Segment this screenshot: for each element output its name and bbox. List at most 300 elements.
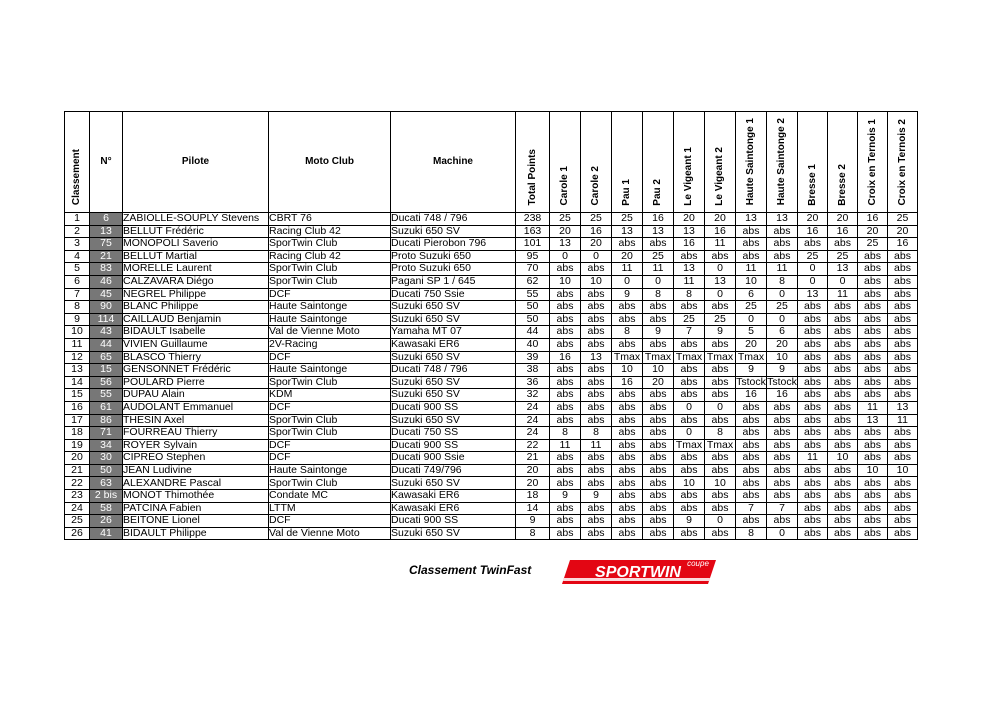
score-cell: abs bbox=[888, 452, 918, 465]
score-cell: 7 bbox=[736, 502, 767, 515]
score-cell: 13 bbox=[736, 213, 767, 226]
score-cell: abs bbox=[674, 338, 705, 351]
machine-cell: Suzuki 650 SV bbox=[391, 414, 516, 427]
score-cell: abs bbox=[612, 464, 643, 477]
score-cell: abs bbox=[612, 490, 643, 503]
club-cell: SporTwin Club bbox=[269, 263, 391, 276]
score-cell: abs bbox=[612, 427, 643, 440]
score-cell: 8 bbox=[674, 288, 705, 301]
total-points-cell: 163 bbox=[516, 225, 550, 238]
rank-cell: 12 bbox=[65, 351, 90, 364]
club-cell: SporTwin Club bbox=[269, 477, 391, 490]
rank-cell: 24 bbox=[65, 502, 90, 515]
table-row bbox=[65, 213, 918, 226]
machine-cell: Ducati 900 SS bbox=[391, 401, 516, 414]
score-cell: 25 bbox=[612, 213, 643, 226]
score-cell: 0 bbox=[705, 401, 736, 414]
score-cell: abs bbox=[674, 452, 705, 465]
score-cell: abs bbox=[705, 464, 736, 477]
bib-number-cell: 65 bbox=[90, 351, 123, 364]
score-cell: abs bbox=[888, 338, 918, 351]
table-row bbox=[65, 225, 918, 238]
score-cell: abs bbox=[798, 338, 828, 351]
score-cell: abs bbox=[550, 301, 581, 314]
score-cell: abs bbox=[736, 464, 767, 477]
score-cell: abs bbox=[705, 250, 736, 263]
score-cell: abs bbox=[550, 263, 581, 276]
table-row bbox=[65, 464, 918, 477]
score-cell: abs bbox=[550, 389, 581, 402]
table-row bbox=[65, 439, 918, 452]
score-cell: 16 bbox=[643, 213, 674, 226]
rank-cell: 23 bbox=[65, 490, 90, 503]
score-cell: Tmax bbox=[736, 351, 767, 364]
score-cell: 0 bbox=[581, 250, 612, 263]
score-cell: abs bbox=[674, 464, 705, 477]
total-points-cell: 24 bbox=[516, 414, 550, 427]
score-cell: abs bbox=[643, 313, 674, 326]
pilot-cell: BELLUT Martial bbox=[123, 250, 269, 263]
score-cell: abs bbox=[581, 288, 612, 301]
bib-number-cell: 15 bbox=[90, 364, 123, 377]
score-cell: abs bbox=[858, 288, 888, 301]
score-cell: abs bbox=[550, 452, 581, 465]
table-row bbox=[65, 389, 918, 402]
score-cell: abs bbox=[643, 464, 674, 477]
score-cell: 0 bbox=[705, 263, 736, 276]
score-cell: abs bbox=[798, 364, 828, 377]
pilot-cell: ALEXANDRE Pascal bbox=[123, 477, 269, 490]
bib-number-cell: 6 bbox=[90, 213, 123, 226]
score-cell: abs bbox=[888, 502, 918, 515]
score-cell: 7 bbox=[674, 326, 705, 339]
table-row bbox=[65, 288, 918, 301]
score-cell: 0 bbox=[705, 288, 736, 301]
score-cell: 25 bbox=[643, 250, 674, 263]
score-cell: Tstock bbox=[736, 376, 766, 388]
score-cell: 25 bbox=[736, 301, 767, 314]
rank-cell: 7 bbox=[65, 288, 90, 301]
score-cell: 0 bbox=[705, 515, 736, 528]
machine-cell: Ducati 748 / 796 bbox=[391, 364, 516, 377]
total-points-cell: 70 bbox=[516, 263, 550, 276]
total-points-cell: 36 bbox=[516, 376, 550, 389]
score-cell: 0 bbox=[612, 275, 643, 288]
score-cell: 11 bbox=[828, 288, 858, 301]
total-points-cell: 24 bbox=[516, 427, 550, 440]
score-cell: abs bbox=[581, 338, 612, 351]
rank-cell: 11 bbox=[65, 338, 90, 351]
score-cell: 20 bbox=[643, 376, 674, 389]
header-total-points: Total Points bbox=[516, 112, 550, 213]
score-cell: abs bbox=[828, 351, 858, 364]
machine-cell: Ducati 750 SS bbox=[391, 427, 516, 440]
pilot-cell: MONOT Thimothée bbox=[123, 490, 269, 503]
score-cell: abs bbox=[828, 414, 858, 427]
score-cell: 9 bbox=[705, 326, 736, 339]
score-cell: 16 bbox=[705, 225, 736, 238]
club-cell: Val de Vienne Moto bbox=[269, 326, 391, 339]
ranking-body bbox=[65, 213, 918, 540]
score-cell: abs bbox=[612, 502, 643, 515]
bib-number-cell: 30 bbox=[90, 452, 123, 465]
score-cell: abs bbox=[550, 376, 581, 389]
table-row bbox=[65, 527, 918, 540]
score-cell: 0 bbox=[550, 250, 581, 263]
machine-cell: Suzuki 650 SV bbox=[391, 376, 516, 389]
pilot-cell: THESIN Axel bbox=[123, 414, 269, 427]
logo-text: SPORTWIN bbox=[595, 564, 681, 581]
score-cell: 0 bbox=[767, 313, 798, 326]
score-cell: abs bbox=[828, 527, 858, 540]
score-cell: abs bbox=[674, 490, 705, 503]
score-cell: 20 bbox=[828, 213, 858, 226]
table-row bbox=[65, 326, 918, 339]
bib-number-cell: 75 bbox=[90, 238, 123, 251]
score-cell: 13 bbox=[798, 288, 828, 301]
pilot-cell: VIVIEN Guillaume bbox=[123, 338, 269, 351]
score-cell: 5 bbox=[736, 326, 767, 339]
score-cell: abs bbox=[612, 301, 643, 314]
score-cell: 16 bbox=[581, 225, 612, 238]
club-cell: Haute Saintonge bbox=[269, 364, 391, 377]
rank-cell: 25 bbox=[65, 515, 90, 528]
rank-cell: 17 bbox=[65, 414, 90, 427]
score-cell: abs bbox=[858, 313, 888, 326]
score-cell: abs bbox=[828, 338, 858, 351]
score-cell: 8 bbox=[550, 427, 581, 440]
score-cell: abs bbox=[643, 490, 674, 503]
table-row bbox=[65, 364, 918, 377]
machine-cell: Yamaha MT 07 bbox=[391, 326, 516, 339]
score-cell: abs bbox=[736, 414, 767, 427]
score-cell: abs bbox=[581, 414, 612, 427]
rank-cell: 20 bbox=[65, 452, 90, 465]
score-cell: abs bbox=[828, 464, 858, 477]
total-points-cell: 50 bbox=[516, 301, 550, 314]
score-cell: abs bbox=[736, 427, 767, 440]
score-cell: abs bbox=[798, 464, 828, 477]
score-cell: abs bbox=[643, 477, 674, 490]
score-cell: abs bbox=[674, 389, 705, 402]
club-cell: SporTwin Club bbox=[269, 238, 391, 251]
machine-cell: Suzuki 650 SV bbox=[391, 351, 516, 364]
machine-cell: Ducati 748 / 796 bbox=[391, 213, 516, 226]
table-row bbox=[65, 238, 918, 251]
score-cell: abs bbox=[798, 515, 828, 528]
pilot-cell: BEITONE Lionel bbox=[123, 515, 269, 528]
score-cell: abs bbox=[581, 313, 612, 326]
score-cell: abs bbox=[888, 439, 918, 452]
score-cell: 20 bbox=[550, 225, 581, 238]
score-cell: abs bbox=[705, 389, 736, 402]
score-cell: abs bbox=[888, 263, 918, 276]
score-cell: abs bbox=[767, 490, 798, 503]
score-cell: 11 bbox=[550, 439, 581, 452]
score-cell: 11 bbox=[888, 414, 918, 427]
score-cell: abs bbox=[858, 326, 888, 339]
score-cell: abs bbox=[674, 414, 705, 427]
header-event: Pau 2 bbox=[643, 112, 674, 213]
score-cell: abs bbox=[828, 401, 858, 414]
score-cell: abs bbox=[612, 452, 643, 465]
total-points-cell: 20 bbox=[516, 464, 550, 477]
score-cell: 0 bbox=[798, 275, 828, 288]
score-cell: abs bbox=[643, 439, 674, 452]
score-cell: abs bbox=[674, 527, 705, 540]
club-cell: Val de Vienne Moto bbox=[269, 527, 391, 540]
score-cell: 13 bbox=[888, 401, 918, 414]
score-cell: 9 bbox=[550, 490, 581, 503]
score-cell: abs bbox=[858, 439, 888, 452]
machine-cell: Ducati 900 SS bbox=[391, 439, 516, 452]
score-cell: abs bbox=[736, 515, 767, 528]
score-cell: 9 bbox=[581, 490, 612, 503]
table-row bbox=[65, 401, 918, 414]
club-cell: SporTwin Club bbox=[269, 414, 391, 427]
score-cell: abs bbox=[888, 376, 918, 389]
pilot-cell: AUDOLANT Emmanuel bbox=[123, 401, 269, 414]
score-cell: abs bbox=[550, 477, 581, 490]
rank-cell: 1 bbox=[65, 213, 90, 226]
machine-cell: Ducati 900 Ssie bbox=[391, 452, 516, 465]
table-row bbox=[65, 452, 918, 465]
club-cell: SporTwin Club bbox=[269, 275, 391, 288]
bib-number-cell: 83 bbox=[90, 263, 123, 276]
score-cell: abs bbox=[767, 439, 798, 452]
total-points-cell: 55 bbox=[516, 288, 550, 301]
rank-cell: 6 bbox=[65, 275, 90, 288]
score-cell: abs bbox=[736, 238, 767, 251]
bib-number-cell: 21 bbox=[90, 250, 123, 263]
header-machine: Machine bbox=[391, 112, 516, 213]
club-cell: Racing Club 42 bbox=[269, 250, 391, 263]
score-cell: 20 bbox=[798, 213, 828, 226]
score-cell: abs bbox=[581, 263, 612, 276]
score-cell: 16 bbox=[736, 389, 767, 402]
header-numero: N° bbox=[90, 112, 123, 213]
score-cell: 20 bbox=[581, 238, 612, 251]
pilot-cell: JEAN Ludivine bbox=[123, 464, 269, 477]
club-cell: SporTwin Club bbox=[269, 376, 391, 389]
score-cell: abs bbox=[767, 225, 798, 238]
score-cell: 7 bbox=[767, 502, 798, 515]
score-cell: abs bbox=[828, 389, 858, 402]
score-cell: abs bbox=[581, 376, 612, 389]
score-cell: abs bbox=[858, 502, 888, 515]
score-cell: 13 bbox=[643, 225, 674, 238]
score-cell: 20 bbox=[888, 225, 918, 238]
score-cell: abs bbox=[767, 477, 798, 490]
rank-cell: 13 bbox=[65, 364, 90, 377]
club-cell: DCF bbox=[269, 351, 391, 364]
score-cell: abs bbox=[828, 301, 858, 314]
machine-cell: Suzuki 650 SV bbox=[391, 225, 516, 238]
score-cell: abs bbox=[612, 313, 643, 326]
score-cell: abs bbox=[550, 414, 581, 427]
club-cell: SporTwin Club bbox=[269, 427, 391, 440]
score-cell: abs bbox=[858, 301, 888, 314]
score-cell: abs bbox=[767, 401, 798, 414]
pilot-cell: BELLUT Frédéric bbox=[123, 225, 269, 238]
score-cell: abs bbox=[828, 376, 858, 389]
score-cell: abs bbox=[581, 301, 612, 314]
pilot-cell: MORELLE Laurent bbox=[123, 263, 269, 276]
total-points-cell: 44 bbox=[516, 326, 550, 339]
rank-cell: 14 bbox=[65, 376, 90, 389]
pilot-cell: FOURREAU Thierry bbox=[123, 427, 269, 440]
score-cell: 9 bbox=[736, 364, 767, 377]
pilot-cell: PATCINA Fabien bbox=[123, 502, 269, 515]
score-cell: abs bbox=[828, 477, 858, 490]
score-cell: Tmax bbox=[705, 439, 736, 452]
score-cell: abs bbox=[828, 515, 858, 528]
score-cell: 16 bbox=[798, 225, 828, 238]
score-cell: abs bbox=[858, 250, 888, 263]
pilot-cell: MONOPOLI Saverio bbox=[123, 238, 269, 251]
rank-cell: 3 bbox=[65, 238, 90, 251]
score-cell: abs bbox=[736, 477, 767, 490]
score-cell: 0 bbox=[674, 427, 705, 440]
club-cell: DCF bbox=[269, 452, 391, 465]
score-cell: 10 bbox=[767, 351, 798, 364]
score-cell: abs bbox=[612, 477, 643, 490]
score-cell: abs bbox=[550, 338, 581, 351]
score-cell: abs bbox=[858, 452, 888, 465]
score-cell: abs bbox=[798, 477, 828, 490]
score-cell: abs bbox=[581, 389, 612, 402]
score-cell: abs bbox=[798, 326, 828, 339]
score-cell: abs bbox=[736, 250, 767, 263]
score-cell: 0 bbox=[643, 275, 674, 288]
machine-cell: Ducati Pierobon 796 bbox=[391, 238, 516, 251]
table-row bbox=[65, 351, 918, 364]
club-cell: KDM bbox=[269, 389, 391, 402]
score-cell: abs bbox=[643, 427, 674, 440]
header-event: Le Vigeant 1 bbox=[674, 112, 705, 213]
machine-cell: Kawasaki ER6 bbox=[391, 338, 516, 351]
score-cell: abs bbox=[888, 250, 918, 263]
club-cell: Haute Saintonge bbox=[269, 464, 391, 477]
score-cell: 11 bbox=[612, 263, 643, 276]
total-points-cell: 39 bbox=[516, 351, 550, 364]
club-cell: Haute Saintonge bbox=[269, 301, 391, 314]
score-cell: abs bbox=[858, 376, 888, 389]
bib-number-cell: 26 bbox=[90, 515, 123, 528]
score-cell: abs bbox=[705, 301, 736, 314]
score-cell: abs bbox=[736, 439, 767, 452]
bib-number-cell: 43 bbox=[90, 326, 123, 339]
score-cell: Tmax bbox=[674, 351, 705, 364]
score-cell: abs bbox=[612, 401, 643, 414]
bib-number-cell: 90 bbox=[90, 301, 123, 314]
score-cell: abs bbox=[888, 490, 918, 503]
rank-cell: 22 bbox=[65, 477, 90, 490]
score-cell: abs bbox=[767, 427, 798, 440]
rank-cell: 10 bbox=[65, 326, 90, 339]
score-cell: abs bbox=[798, 439, 828, 452]
score-cell: abs bbox=[888, 288, 918, 301]
score-cell: abs bbox=[705, 338, 736, 351]
score-cell: Tmax bbox=[705, 351, 736, 364]
score-cell: abs bbox=[643, 502, 674, 515]
score-cell: abs bbox=[550, 288, 581, 301]
score-cell: abs bbox=[581, 477, 612, 490]
score-cell: 13 bbox=[828, 263, 858, 276]
pilot-cell: BIDAULT Isabelle bbox=[123, 326, 269, 339]
score-cell: abs bbox=[550, 313, 581, 326]
pilot-cell: DUPAU Alain bbox=[123, 389, 269, 402]
rank-cell: 18 bbox=[65, 427, 90, 440]
score-cell: abs bbox=[643, 452, 674, 465]
bib-number-cell: 41 bbox=[90, 527, 123, 540]
score-cell: abs bbox=[828, 502, 858, 515]
total-points-cell: 24 bbox=[516, 401, 550, 414]
score-cell: 20 bbox=[705, 213, 736, 226]
score-cell: 13 bbox=[674, 225, 705, 238]
score-cell: 8 bbox=[705, 427, 736, 440]
bib-number-cell: 114 bbox=[90, 313, 123, 326]
score-cell: 0 bbox=[674, 401, 705, 414]
club-cell: Haute Saintonge bbox=[269, 313, 391, 326]
score-cell: 13 bbox=[705, 275, 736, 288]
score-cell: abs bbox=[858, 364, 888, 377]
score-cell: abs bbox=[550, 515, 581, 528]
score-cell: abs bbox=[581, 326, 612, 339]
rank-cell: 15 bbox=[65, 389, 90, 402]
score-cell: abs bbox=[705, 414, 736, 427]
score-cell: 11 bbox=[858, 401, 888, 414]
score-cell: abs bbox=[612, 389, 643, 402]
score-cell: abs bbox=[705, 527, 736, 540]
pilot-cell: ZABIOLLE-SOUPLY Stevens bbox=[123, 213, 269, 226]
pilot-cell: BIDAULT Philippe bbox=[123, 527, 269, 540]
score-cell: Tstock bbox=[767, 376, 797, 388]
header-event: Haute Saintonge 1 bbox=[736, 112, 767, 213]
score-cell: abs bbox=[888, 364, 918, 377]
header-pilote: Pilote bbox=[123, 112, 269, 213]
score-cell: 6 bbox=[767, 326, 798, 339]
rank-cell: 2 bbox=[65, 225, 90, 238]
total-points-cell: 38 bbox=[516, 364, 550, 377]
table-row bbox=[65, 477, 918, 490]
score-cell: 10 bbox=[736, 275, 767, 288]
header-event: Croix en Ternois 1 bbox=[858, 112, 888, 213]
score-cell: abs bbox=[674, 250, 705, 263]
score-cell: 25 bbox=[858, 238, 888, 251]
score-cell: abs bbox=[643, 338, 674, 351]
score-cell: abs bbox=[736, 225, 767, 238]
header-event: Le Vigeant 2 bbox=[705, 112, 736, 213]
header-row bbox=[65, 112, 918, 213]
score-cell: 10 bbox=[674, 477, 705, 490]
machine-cell: Ducati 750 Ssie bbox=[391, 288, 516, 301]
score-cell: 10 bbox=[705, 477, 736, 490]
total-points-cell: 32 bbox=[516, 389, 550, 402]
score-cell: 13 bbox=[612, 225, 643, 238]
score-cell: abs bbox=[612, 527, 643, 540]
table-caption: Classement TwinFast bbox=[409, 563, 532, 577]
score-cell: abs bbox=[767, 250, 798, 263]
bib-number-cell: 2 bis bbox=[90, 490, 123, 503]
score-cell: abs bbox=[550, 364, 581, 377]
header-event: Carole 2 bbox=[581, 112, 612, 213]
header-event: Croix en Ternois 2 bbox=[888, 112, 918, 213]
total-points-cell: 14 bbox=[516, 502, 550, 515]
club-cell: DCF bbox=[269, 515, 391, 528]
score-cell: 13 bbox=[767, 213, 798, 226]
pilot-cell: POULARD Pierre bbox=[123, 376, 269, 389]
